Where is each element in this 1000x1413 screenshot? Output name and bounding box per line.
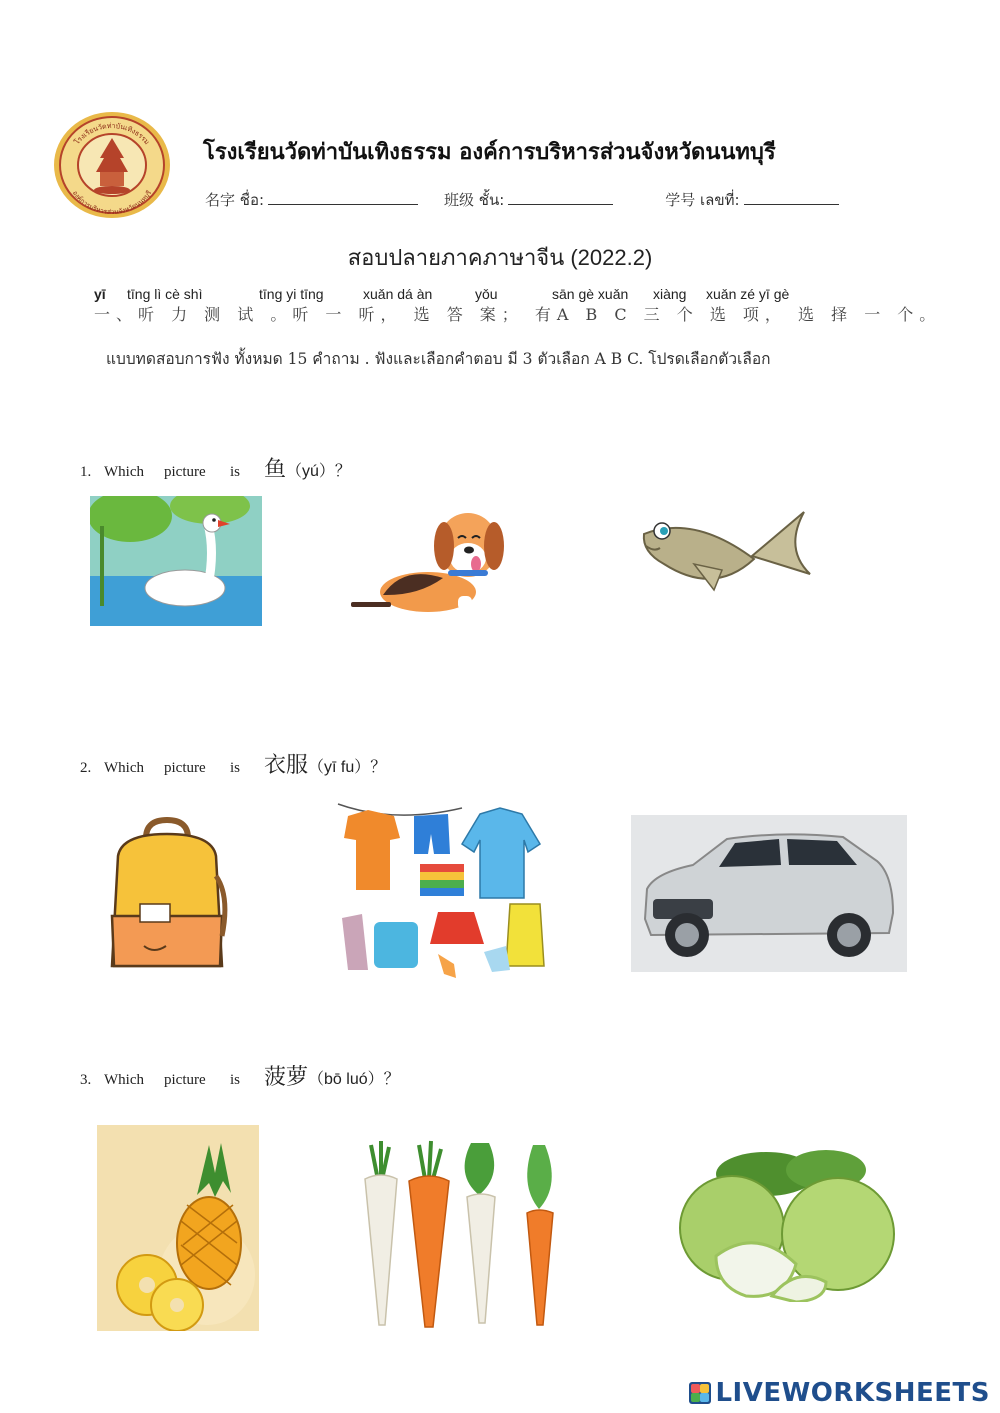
guava-picture[interactable] <box>676 1146 898 1302</box>
class-blank[interactable] <box>508 188 613 205</box>
question-number: 3. <box>80 1072 92 1088</box>
section-instruction: แบบทดสอบการฟัง ทั้งหมด 15 คำถาม . ฟังและเลือกคำตอบ มี 3 ตัวเลือก A B C. โปรดเลือกตัวเลือก <box>106 350 771 368</box>
question-which: Which <box>104 1072 144 1088</box>
question-mark: ？ <box>334 463 351 480</box>
pinyin-6: xiàng <box>653 286 687 302</box>
number-label: 学号 เลขที่: <box>665 191 740 209</box>
section-heading-hanzi: 一、听 力 测 试 。听 一 听， 选 答 案； 有A B C 三 个 选 项， 选 择 一 个。 <box>94 305 942 324</box>
class-field[interactable] <box>444 191 639 209</box>
logo-text-top: โรงเรียนวัดท่าบันเทิงธรรม <box>72 121 151 147</box>
pinyin-1: tīng lì cè shì <box>127 286 203 302</box>
pinyin-5: sān gè xuǎn <box>552 286 629 302</box>
pinyin-0: yī <box>94 286 106 302</box>
question-2 <box>80 748 386 779</box>
dog-picture[interactable] <box>348 500 508 618</box>
name-field[interactable] <box>205 191 444 209</box>
question-picture: picture <box>164 760 206 776</box>
question-number: 1. <box>80 464 92 480</box>
class-label: 班级 ชั้น: <box>444 191 505 209</box>
number-blank[interactable] <box>744 188 839 205</box>
question-pinyin: （yú） <box>286 463 335 480</box>
swan-picture[interactable] <box>90 496 262 626</box>
pinyin-7: xuǎn zé yī gè <box>706 286 790 302</box>
liveworksheets-watermark <box>689 1378 990 1408</box>
question-is: is <box>230 1072 241 1088</box>
clothes-picture[interactable] <box>334 794 564 986</box>
fish-picture[interactable] <box>634 504 816 616</box>
liveworksheets-text: LIVEWORKSHEETS <box>715 1378 990 1408</box>
car-picture[interactable] <box>631 815 907 972</box>
question-picture: picture <box>164 1072 206 1088</box>
pinyin-3: xuǎn dá àn <box>363 286 433 302</box>
number-field[interactable] <box>665 191 864 209</box>
student-info-fields <box>205 188 891 212</box>
school-logo <box>52 110 172 220</box>
question-pinyin: （yī fu） <box>308 759 371 776</box>
pineapple-picture[interactable] <box>97 1125 259 1331</box>
logo-text-bottom: องค์การบริหารส่วนจังหวัดนนทบุรี <box>70 189 154 217</box>
question-which: Which <box>104 760 144 776</box>
question-is: is <box>230 760 241 776</box>
name-label: 名字 ชื่อ: <box>205 191 265 209</box>
question-number: 2. <box>80 760 92 776</box>
question-is: is <box>230 464 241 480</box>
question-pinyin: （bō luó） <box>308 1071 384 1088</box>
school-name: โรงเรียนวัดท่าบันเทิงธรรม องค์การบริหารส่วนจังหวัดนนทบุรี <box>203 140 776 165</box>
question-word: 衣服 <box>264 753 309 778</box>
pinyin-2: tīng yi tīng <box>259 286 324 302</box>
question-mark: ？ <box>370 759 387 776</box>
liveworksheets-logo-icon <box>689 1382 711 1404</box>
backpack-picture[interactable] <box>104 816 230 976</box>
exam-title: สอบปลายภาคภาษาจีน (2022.2) <box>347 245 653 270</box>
question-word: 鱼 <box>264 457 287 482</box>
pinyin-4: yǒu <box>475 286 498 302</box>
carrots-radish-picture[interactable] <box>355 1135 567 1331</box>
name-blank[interactable] <box>268 188 418 205</box>
question-word: 菠萝 <box>264 1065 309 1090</box>
question-1 <box>80 452 351 483</box>
question-mark: ？ <box>383 1071 400 1088</box>
question-picture: picture <box>164 464 206 480</box>
question-3 <box>80 1060 400 1091</box>
question-which: Which <box>104 464 144 480</box>
